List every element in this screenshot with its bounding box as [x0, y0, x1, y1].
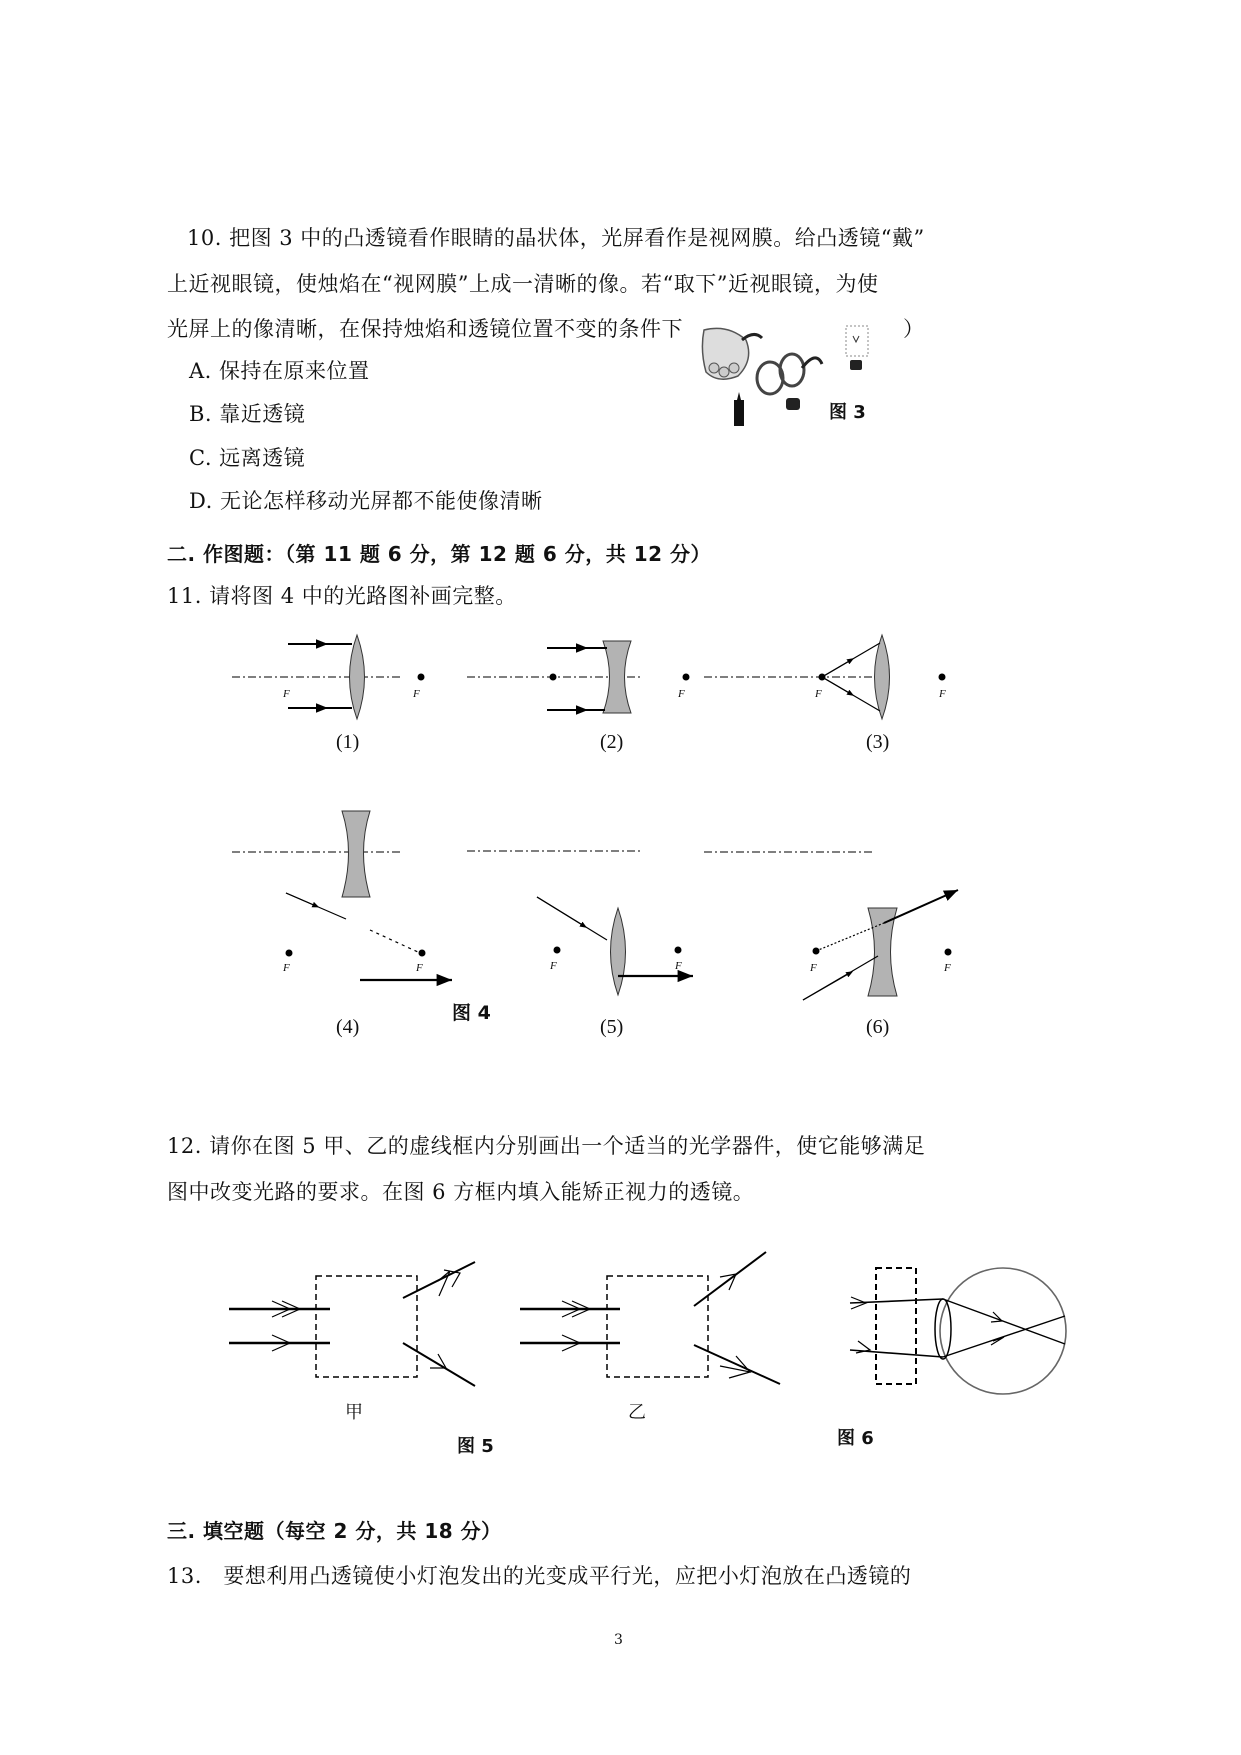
- figure-5-jia: [229, 1262, 475, 1386]
- figure-5-label: 图 5: [457, 1436, 494, 1457]
- diagram-1-label: (1): [336, 731, 360, 753]
- q12-line-1: 12. 请你在图 5 甲、乙的虚线框内分别画出一个适当的光学器件，使它能够满足: [167, 1134, 926, 1158]
- section-2-heading: 二. 作图题：（第 11 题 6 分，第 12 题 6 分，共 12 分）: [167, 542, 712, 566]
- focal-label: F: [283, 962, 290, 974]
- focal-label: F: [416, 962, 423, 974]
- diagram-4-label: (4): [336, 1016, 360, 1038]
- q10-option-b: B. 靠近透镜: [189, 402, 306, 426]
- diagram-3-label: (3): [866, 731, 890, 753]
- q10-line-1: 10. 把图 3 中的凸透镜看作眼睛的晶状体，光屏看作是视网膜。给凸透镜“戴”: [187, 226, 925, 250]
- diagram-6-label: (6): [866, 1016, 890, 1038]
- focal-label: F: [283, 688, 290, 700]
- focal-label: F: [815, 688, 822, 700]
- q10-answer-paren: ）: [903, 317, 925, 341]
- focal-label: F: [678, 688, 685, 700]
- figure-4-label: 图 4: [452, 1002, 491, 1024]
- q13-text: 13. 要想利用凸透镜使小灯泡发出的光变成平行光，应把小灯泡放在凸透镜的: [167, 1564, 912, 1588]
- eyeball-icon: [940, 1268, 1066, 1394]
- figure-6-eye: [850, 1268, 1066, 1394]
- diagram-5-label: (5): [600, 1016, 624, 1038]
- focal-label: F: [413, 688, 420, 700]
- q10-option-c: C. 远离透镜: [189, 446, 306, 470]
- section-3-heading: 三. 填空题（每空 2 分，共 18 分）: [167, 1519, 502, 1543]
- focal-label: F: [675, 960, 682, 972]
- focal-label: F: [810, 962, 817, 974]
- focal-label: F: [550, 960, 557, 972]
- focal-label: F: [939, 688, 946, 700]
- figure-5-jia-label: 甲: [345, 1402, 363, 1423]
- figure-6-label: 图 6: [837, 1428, 874, 1449]
- q10-line-2: 上近视眼镜，使烛焰在“视网膜”上成一清晰的像。若“取下”近视眼镜，为使: [167, 272, 879, 296]
- figure-5-yi: [520, 1252, 780, 1384]
- figure-5-yi-label: 乙: [628, 1402, 646, 1423]
- q10-line-3: 光屏上的像清晰，在保持烛焰和透镜位置不变的条件下: [167, 317, 683, 341]
- q10-option-d: D. 无论怎样移动光屏都不能使像清晰: [189, 489, 543, 513]
- q11-text: 11. 请将图 4 中的光路图补画完整。: [167, 584, 517, 608]
- page-number: 3: [614, 1632, 624, 1648]
- focal-label: F: [944, 962, 951, 974]
- q12-line-2: 图中改变光路的要求。在图 6 方框内填入能矫正视力的透镜。: [167, 1180, 755, 1204]
- diagram-2-label: (2): [600, 731, 624, 753]
- figure-3-label: 图 3: [829, 402, 866, 423]
- q10-option-a: A. 保持在原来位置: [189, 359, 370, 383]
